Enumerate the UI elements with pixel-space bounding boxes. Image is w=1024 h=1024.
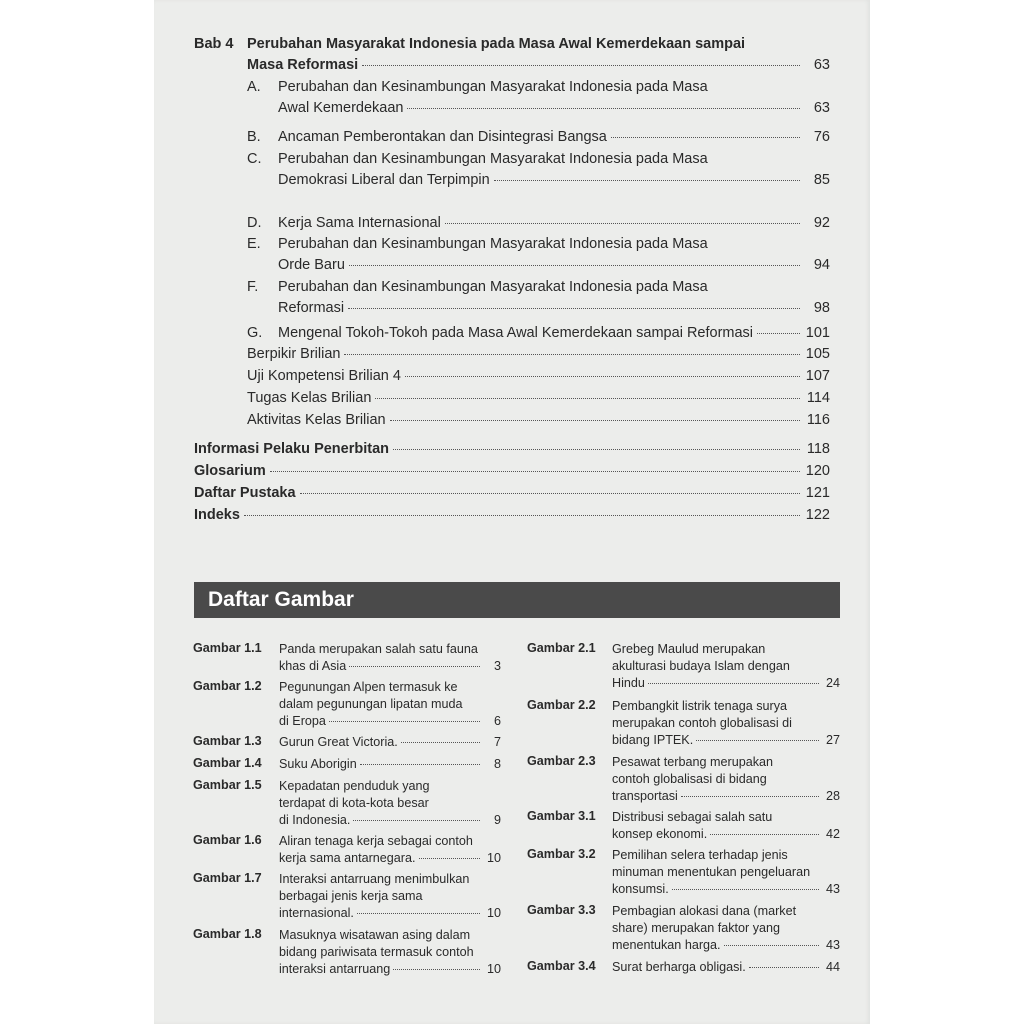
leader-dots <box>300 493 800 494</box>
caption-text: Interaksi antarruang menimbulkan <box>279 872 470 886</box>
page-number: 105 <box>805 346 830 362</box>
caption-text: menentukan harga. <box>612 938 721 952</box>
leader-dots <box>696 740 819 741</box>
figure-caption-line <box>279 812 501 829</box>
entry-text: Indeks <box>194 507 240 523</box>
caption-text: bidang IPTEK. <box>612 733 694 747</box>
section-letter: E. <box>247 236 261 252</box>
page-number: 101 <box>805 325 830 341</box>
page-number: 6 <box>493 714 501 728</box>
caption-text: Pegunungan Alpen termasuk ke <box>279 680 458 694</box>
entry-text: Ancaman Pemberontakan dan Disintegrasi Bangsa <box>278 129 607 145</box>
figure-label: Gambar 2.3 <box>527 754 596 768</box>
entry-text: Tugas Kelas Brilian <box>247 390 372 406</box>
leader-dots <box>390 420 800 421</box>
figure-label: Gambar 1.3 <box>193 734 262 748</box>
figure-caption <box>279 871 501 922</box>
page-number: 116 <box>806 412 830 428</box>
figure-label: Gambar 2.1 <box>527 641 596 655</box>
section-title: Perubahan dan Kesinambungan Masyarakat Indonesia pada Masa <box>278 151 708 167</box>
page-number: 9 <box>493 813 501 827</box>
caption-text: Pemilihan selera terhadap jenis <box>612 848 788 862</box>
toc-extra <box>194 343 830 365</box>
caption-text: internasional. <box>279 906 354 920</box>
leader-dots <box>357 913 480 914</box>
figure-caption-line <box>612 788 840 805</box>
figure-caption-line <box>612 959 840 976</box>
figure-caption-line <box>612 937 840 954</box>
toc-section <box>194 276 830 298</box>
caption-text: di Eropa <box>279 714 326 728</box>
caption-text: merupakan contoh globalisasi di <box>612 716 792 730</box>
leader-dots <box>405 376 800 377</box>
toc-section <box>194 322 830 344</box>
toc-entry-line <box>278 126 830 148</box>
leader-dots <box>494 180 800 181</box>
figure-caption <box>279 756 501 773</box>
page-number: 118 <box>806 441 830 457</box>
entry-text: Awal Kemerdekaan <box>278 100 404 116</box>
toc-extra <box>194 409 830 431</box>
chapter-title: Perubahan Masyarakat Indonesia pada Masa Awal Kemerdekaan sampai <box>247 36 746 52</box>
toc-section-line2 <box>194 169 830 191</box>
figure-label: Gambar 1.8 <box>193 927 262 941</box>
figure-label: Gambar 2.2 <box>527 698 596 712</box>
toc-extra <box>194 387 830 409</box>
caption-text: Suku Aborigin <box>279 757 357 771</box>
toc-entry-line <box>278 297 830 319</box>
section-title: Perubahan dan Kesinambungan Masyarakat Indonesia pada Masa <box>278 236 708 252</box>
leader-dots <box>270 471 800 472</box>
entry-text: Kerja Sama Internasional <box>278 215 441 231</box>
entry-text: Informasi Pelaku Penerbitan <box>194 441 390 457</box>
leader-dots <box>445 223 800 224</box>
figure-caption <box>279 734 501 751</box>
leader-dots <box>401 742 480 743</box>
entry-text: Aktivitas Kelas Brilian <box>247 412 386 428</box>
chapter-label: Bab 4 <box>194 36 234 52</box>
figure-label: Gambar 1.2 <box>193 679 262 693</box>
toc-entry-line <box>194 460 830 482</box>
toc-section <box>194 126 830 148</box>
caption-text: Distribusi sebagai salah satu <box>612 810 773 824</box>
entry-text: Uji Kompetensi Brilian 4 <box>247 368 401 384</box>
caption-text: terdapat di kota-kota besar <box>279 796 429 810</box>
caption-text: share) merupakan faktor yang <box>612 921 781 935</box>
toc-entry-line <box>247 343 830 365</box>
toc-entry-line <box>194 504 830 526</box>
caption-text: konsumsi. <box>612 882 669 896</box>
caption-text: dalam pegunungan lipatan muda <box>279 697 463 711</box>
page-number: 114 <box>806 390 830 406</box>
page-number: 98 <box>813 300 830 316</box>
figure-caption-line <box>279 658 501 675</box>
section-title: Perubahan dan Kesinambungan Masyarakat Indonesia pada Masa <box>278 79 708 95</box>
page-number: 85 <box>813 172 830 188</box>
caption-text: konsep ekonomi. <box>612 827 708 841</box>
section-title: Perubahan dan Kesinambungan Masyarakat Indonesia pada Masa <box>278 279 708 295</box>
leader-dots <box>611 137 800 138</box>
caption-text: bidang pariwisata termasuk contoh <box>279 945 474 959</box>
figure-label: Gambar 3.4 <box>527 959 596 973</box>
leader-dots <box>710 834 819 835</box>
figure-caption-line <box>279 734 501 751</box>
caption-text: Kepadatan penduduk yang <box>279 779 430 793</box>
toc-entry-line <box>278 97 830 119</box>
figure-caption <box>279 927 501 978</box>
page-number: 10 <box>486 962 501 976</box>
page-number: 42 <box>825 827 840 841</box>
page-number: 94 <box>813 257 830 273</box>
leader-dots <box>362 65 800 66</box>
toc-section <box>194 148 830 170</box>
caption-text: khas di Asia <box>279 659 347 673</box>
figure-caption-line <box>279 905 501 922</box>
page-number: 28 <box>825 789 840 803</box>
leader-dots <box>757 333 800 334</box>
leader-dots <box>749 967 819 968</box>
figure-caption <box>612 754 840 805</box>
chapter-title-cont: Masa Reformasi <box>247 57 359 73</box>
toc-extra <box>194 365 830 387</box>
toc-section-line2 <box>194 254 830 276</box>
page-number: 10 <box>486 906 501 920</box>
caption-text: Hindu <box>612 676 645 690</box>
leader-dots <box>393 449 800 450</box>
caption-text: akulturasi budaya Islam dengan <box>612 659 790 673</box>
page-number: 121 <box>805 485 830 501</box>
toc-entry-line <box>278 322 830 344</box>
entry-text: Glosarium <box>194 463 266 479</box>
page-number: 107 <box>805 368 830 384</box>
figure-caption <box>279 833 501 867</box>
figure-caption-line <box>279 756 501 773</box>
figure-caption <box>612 698 840 749</box>
page-number: 92 <box>813 215 830 231</box>
figure-caption-line <box>612 826 840 843</box>
page-number: 8 <box>493 757 501 771</box>
page-number: 7 <box>493 735 501 749</box>
page-number: 63 <box>813 100 830 116</box>
toc-section-line2 <box>194 297 830 319</box>
caption-text: Panda merupakan salah satu fauna <box>279 642 478 656</box>
figure-caption <box>612 809 840 843</box>
leader-dots <box>393 969 480 970</box>
leader-dots <box>648 683 819 684</box>
leader-dots <box>344 354 800 355</box>
leader-dots <box>349 265 800 266</box>
caption-text: Surat berharga obligasi. <box>612 960 746 974</box>
section-letter: B. <box>247 129 261 145</box>
leader-dots <box>375 398 800 399</box>
chapter-heading-line2 <box>194 54 830 76</box>
figure-caption-line <box>279 850 501 867</box>
caption-text: Grebeg Maulud merupakan <box>612 642 766 656</box>
caption-text: di Indonesia. <box>279 813 351 827</box>
figure-label: Gambar 1.4 <box>193 756 262 770</box>
figure-caption <box>279 679 501 730</box>
caption-text: interaksi antarruang <box>279 962 391 976</box>
caption-text: Pesawat terbang merupakan <box>612 755 774 769</box>
caption-text: kerja sama antarnegara. <box>279 851 416 865</box>
figure-label: Gambar 3.2 <box>527 847 596 861</box>
toc-section-line2 <box>194 97 830 119</box>
leader-dots <box>329 721 480 722</box>
page-number: 43 <box>825 938 840 952</box>
toc-entry-line <box>247 387 830 409</box>
entry-text: Mengenal Tokoh-Tokoh pada Masa Awal Kemerdekaan sampai Reformasi <box>278 325 754 341</box>
section-letter: D. <box>247 215 262 231</box>
toc-back-matter <box>194 438 830 460</box>
leader-dots <box>724 945 819 946</box>
figure-label: Gambar 1.5 <box>193 778 262 792</box>
figure-label: Gambar 1.1 <box>193 641 262 655</box>
figure-caption-line <box>279 713 501 730</box>
toc-section <box>194 76 830 98</box>
toc-back-matter <box>194 482 830 504</box>
leader-dots <box>681 796 819 797</box>
leader-dots <box>348 308 800 309</box>
caption-text: contoh globalisasi di bidang <box>612 772 767 786</box>
leader-dots <box>349 666 480 667</box>
toc-back-matter <box>194 504 830 526</box>
toc-section <box>194 233 830 255</box>
daftar-gambar-banner: Daftar Gambar <box>194 582 840 618</box>
toc-entry-line <box>278 212 830 234</box>
leader-dots <box>360 764 480 765</box>
figure-caption-line <box>279 961 501 978</box>
figure-label: Gambar 3.1 <box>527 809 596 823</box>
toc-entry-line <box>247 365 830 387</box>
section-letter: F. <box>247 279 259 295</box>
figure-caption <box>612 847 840 898</box>
page-number: 27 <box>825 733 840 747</box>
toc-entry-line <box>278 254 830 276</box>
page-number: 76 <box>813 129 830 145</box>
figure-caption <box>612 641 840 692</box>
toc-entry-line <box>194 482 830 504</box>
leader-dots <box>419 858 480 859</box>
page-number: 120 <box>805 463 830 479</box>
page-number: 43 <box>825 882 840 896</box>
page-number: 44 <box>825 960 840 974</box>
caption-text: Pembangkit listrik tenaga surya <box>612 699 787 713</box>
figure-label: Gambar 1.6 <box>193 833 262 847</box>
toc-back-matter <box>194 460 830 482</box>
entry-text: Reformasi <box>278 300 345 316</box>
caption-text: minuman menentukan pengeluaran <box>612 865 811 879</box>
page-number: 10 <box>486 851 501 865</box>
caption-text: transportasi <box>612 789 678 803</box>
toc-entry-line <box>278 169 830 191</box>
caption-text: Pembagian alokasi dana (market <box>612 904 797 918</box>
leader-dots <box>407 108 800 109</box>
page-number: 122 <box>805 507 830 523</box>
toc-entry-line <box>194 438 830 460</box>
entry-text: Orde Baru <box>278 257 345 273</box>
section-letter: G. <box>247 325 263 341</box>
entry-text: Demokrasi Liberal dan Terpimpin <box>278 172 490 188</box>
figure-caption-line <box>612 732 840 749</box>
leader-dots <box>244 515 800 516</box>
section-letter: A. <box>247 79 261 95</box>
figure-caption <box>612 959 840 976</box>
caption-text: berbagai jenis kerja sama <box>279 889 423 903</box>
page-number: 3 <box>493 659 501 673</box>
caption-text: Gurun Great Victoria. <box>279 735 398 749</box>
toc-section <box>194 212 830 234</box>
entry-text: Berpikir Brilian <box>247 346 341 362</box>
page-number: 63 <box>813 57 830 73</box>
figure-label: Gambar 1.7 <box>193 871 262 885</box>
caption-text: Aliran tenaga kerja sebagai contoh <box>279 834 473 848</box>
figure-caption-line <box>612 881 840 898</box>
leader-dots <box>353 820 480 821</box>
entry-text: Daftar Pustaka <box>194 485 296 501</box>
caption-text: Masuknya wisatawan asing dalam <box>279 928 471 942</box>
section-letter: C. <box>247 151 262 167</box>
figure-label: Gambar 3.3 <box>527 903 596 917</box>
page-number: 24 <box>825 676 840 690</box>
figure-caption <box>612 903 840 954</box>
toc-entry-line <box>247 409 830 431</box>
figure-caption <box>279 778 501 829</box>
figure-caption <box>279 641 501 675</box>
chapter-heading <box>194 33 830 55</box>
leader-dots <box>672 889 819 890</box>
figure-caption-line <box>612 675 840 692</box>
